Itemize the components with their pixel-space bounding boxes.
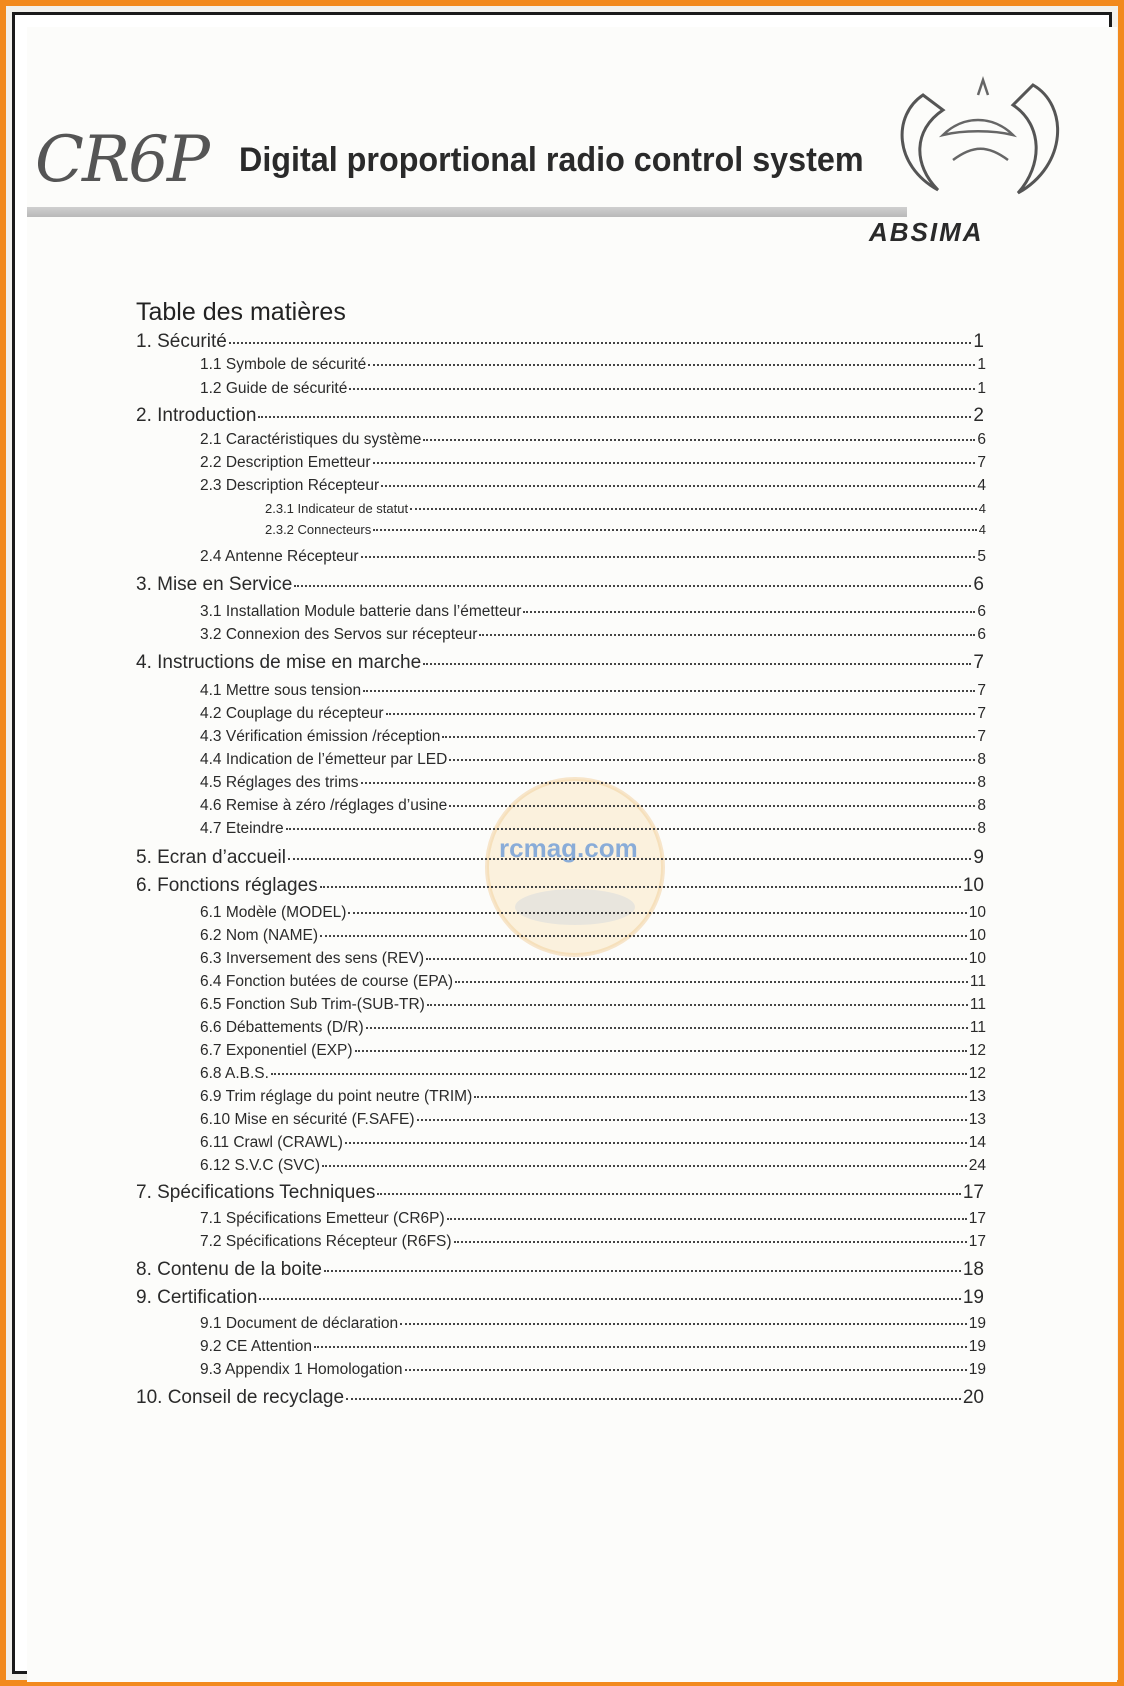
toc-entry-page: 6 — [977, 626, 986, 643]
toc-entry — [200, 1361, 986, 1379]
toc-entry-page: 12 — [968, 1065, 986, 1082]
toc-entry-label: 1. Sécurité — [136, 331, 227, 352]
toc-leader — [479, 634, 975, 636]
toc-leader — [361, 556, 976, 558]
toc-entry-page: 10 — [968, 950, 986, 967]
toc-entry-page: 1 — [977, 380, 986, 397]
toc-leader — [400, 1323, 967, 1325]
toc-entry-page: 7 — [973, 652, 984, 673]
toc-leader — [259, 1298, 960, 1300]
toc-entry — [200, 705, 986, 723]
toc-leader — [417, 1119, 967, 1121]
toc-leader — [288, 858, 971, 860]
toc-entry — [200, 356, 986, 374]
document-page — [27, 27, 1117, 1682]
toc-entry-label: 6. Fonctions réglages — [136, 875, 318, 896]
toc-entry-page: 13 — [968, 1088, 986, 1105]
toc-entry-page: 24 — [968, 1157, 986, 1174]
toc-entry — [136, 1387, 984, 1409]
toc-entry-page: 10 — [962, 875, 984, 896]
toc-leader — [368, 364, 975, 366]
toc-entry-label: 2.3 Description Récepteur — [200, 477, 380, 494]
toc-entry-page: 10 — [968, 927, 986, 944]
toc-entry-page: 13 — [968, 1111, 986, 1128]
toc-entry-label: 9.2 CE Attention — [200, 1338, 313, 1355]
toc-entry-page: 18 — [962, 1259, 984, 1280]
toc-leader — [294, 585, 971, 587]
toc-leader — [320, 886, 961, 888]
toc-leader — [229, 342, 972, 344]
toc-leader — [271, 1073, 967, 1075]
toc-leader — [455, 981, 968, 983]
toc-entry-label: 6.11 Crawl (CRAWL) — [200, 1134, 343, 1151]
toc-entry-label: 4.1 Mettre sous tension — [200, 682, 362, 699]
toc-entry — [136, 652, 984, 674]
toc-leader — [386, 713, 976, 715]
toc-entry — [200, 797, 986, 815]
toc-entry — [200, 603, 986, 621]
toc-leader — [377, 1193, 960, 1195]
toc-entry — [136, 405, 984, 427]
toc-entry-label: 1.2 Guide de sécurité — [200, 380, 348, 397]
toc-entry — [200, 1065, 986, 1083]
toc-entry-label: 2.2 Description Emetteur — [200, 454, 371, 471]
toc-leader — [423, 439, 975, 441]
toc-entry-label: 6.7 Exponentiel (EXP) — [200, 1042, 353, 1059]
toc-entry — [136, 1287, 984, 1309]
toc-entry-label: 3. Mise en Service — [136, 574, 293, 595]
toc-entry-label: 4.4 Indication de l’émetteur par LED — [200, 751, 448, 768]
toc-entry-label: 6.2 Nom (NAME) — [200, 927, 318, 944]
toc-entry — [265, 501, 986, 516]
toc-entry-label: 5. Ecran d’accueil — [136, 847, 286, 868]
toc-entry — [200, 1338, 986, 1356]
toc-leader — [355, 1050, 967, 1052]
toc-entry — [200, 927, 986, 945]
toc-entry-label: 4.5 Réglages des trims — [200, 774, 359, 791]
toc-leader — [454, 1241, 967, 1243]
toc-leader — [320, 935, 967, 937]
toc-entry-label: 6.10 Mise en sécurité (F.SAFE) — [200, 1111, 415, 1128]
toc-leader — [366, 1027, 968, 1029]
toc-entry-label: 1.1 Symbole de sécurité — [200, 356, 367, 373]
toc-entry-page: 9 — [973, 847, 984, 868]
toc-leader — [426, 958, 967, 960]
toc-entry — [200, 973, 986, 991]
toc-entry — [200, 1157, 986, 1175]
toc-entry-page: 8 — [977, 774, 986, 791]
page-header — [27, 27, 1117, 247]
toc-entry-label: 4.3 Vérification émission /réception — [200, 728, 441, 745]
toc-entry — [136, 875, 984, 897]
toc-entry-page: 19 — [968, 1361, 986, 1378]
toc-leader — [523, 611, 975, 613]
toc-entry-page: 12 — [968, 1042, 986, 1059]
toc-leader — [449, 805, 975, 807]
toc-entry — [200, 477, 986, 495]
toc-entry-label: 6.12 S.V.C (SVC) — [200, 1157, 321, 1174]
toc-entry — [200, 904, 986, 922]
toc-entry — [200, 751, 986, 769]
toc-entry-page: 10 — [968, 904, 986, 921]
toc-entry-page: 11 — [969, 1019, 986, 1036]
toc-leader — [346, 1398, 961, 1400]
toc-entry-label: 2. Introduction — [136, 405, 257, 426]
toc-leader — [474, 1096, 967, 1098]
watermark-text: rcmag.com — [499, 833, 638, 863]
toc-entry-label: 10. Conseil de recyclage — [136, 1387, 345, 1408]
toc-leader — [423, 663, 971, 665]
toc-leader — [449, 759, 975, 761]
toc-entry-label: 4.7 Eteindre — [200, 820, 284, 837]
toc-entry-label: 6.6 Débattements (D/R) — [200, 1019, 364, 1036]
toc-entry-page: 17 — [968, 1233, 986, 1250]
toc-leader — [381, 485, 975, 487]
toc-entry-label: 2.3.1 Indicateur de statut — [265, 501, 409, 516]
toc-entry-page: 4 — [977, 477, 986, 494]
toc-entry — [200, 431, 986, 449]
brand-name: ABSIMA — [869, 217, 984, 247]
toc-entry-label: 9.3 Appendix 1 Homologation — [200, 1361, 403, 1378]
toc-leader — [405, 1369, 967, 1371]
toc-entry — [200, 454, 986, 472]
toc-entry-page: 6 — [977, 603, 986, 620]
toc-entry-label: 6.3 Inversement des sens (REV) — [200, 950, 424, 967]
toc-entry — [200, 950, 986, 968]
toc-entry-page: 7 — [977, 728, 986, 745]
toc-leader — [363, 690, 975, 692]
toc-entry-page: 4 — [978, 501, 986, 516]
toc-entry-page: 17 — [968, 1210, 986, 1227]
header-title: Digital proportional radio control system — [239, 141, 864, 179]
toc-entry — [136, 331, 984, 353]
toc-leader — [314, 1346, 967, 1348]
toc-entry-label: 4.6 Remise à zéro /réglages d’usine — [200, 797, 448, 814]
toc-leader — [373, 462, 976, 464]
toc-entry-label: 8. Contenu de la boite — [136, 1259, 322, 1280]
product-logo: CR6P — [35, 123, 208, 197]
toc-leader — [447, 1218, 967, 1220]
toc-leader — [373, 529, 977, 531]
toc-entry — [200, 1088, 986, 1106]
toc-entry-page: 19 — [968, 1338, 986, 1355]
toc-leader — [442, 736, 975, 738]
toc-leader — [427, 1004, 968, 1006]
toc-entry-page: 1 — [977, 356, 986, 373]
brand-emblem-icon — [883, 75, 1073, 205]
toc-entry-page: 1 — [973, 331, 984, 352]
toc-leader — [258, 416, 971, 418]
toc-entry — [200, 1019, 986, 1037]
toc-leader — [361, 782, 976, 784]
toc-entry — [200, 996, 986, 1014]
toc-leader — [324, 1270, 961, 1272]
toc-entry — [200, 626, 986, 644]
toc-entry-label: 6.9 Trim réglage du point neutre (TRIM) — [200, 1088, 473, 1105]
toc-entry-page: 14 — [968, 1134, 986, 1151]
toc-entry — [200, 1134, 986, 1152]
toc-entry — [200, 1111, 986, 1129]
toc-leader — [349, 388, 975, 390]
toc-entry-page: 17 — [962, 1182, 984, 1203]
toc-entry — [136, 574, 984, 596]
toc-entry-label: 6.4 Fonction butées de course (EPA) — [200, 973, 454, 990]
toc-entry-page: 11 — [969, 973, 986, 990]
toc-entry-page: 8 — [977, 820, 986, 837]
toc-entry — [265, 522, 986, 537]
toc-entry — [136, 847, 984, 869]
toc-entry-page: 6 — [977, 431, 986, 448]
toc-entry — [136, 1259, 984, 1281]
toc-entry — [200, 1315, 986, 1333]
toc-entry-label: 2.4 Antenne Récepteur — [200, 548, 359, 565]
toc-entry — [200, 380, 986, 398]
toc-entry-page: 7 — [977, 682, 986, 699]
toc-entry-page: 2 — [973, 405, 984, 426]
toc-entry-page: 7 — [977, 454, 986, 471]
toc-entry-label: 7.2 Spécifications Récepteur (R6FS) — [200, 1233, 452, 1250]
toc-entry-label: 3.2 Connexion des Servos sur récepteur — [200, 626, 478, 643]
toc-entry-label: 3.1 Installation Module batterie dans l’émetteur — [200, 603, 522, 620]
toc-leader — [410, 508, 977, 510]
toc-entry-page: 20 — [962, 1387, 984, 1408]
toc-entry-label: 2.3.2 Connecteurs — [265, 522, 372, 537]
toc-entry-page: 7 — [977, 705, 986, 722]
toc-entry-page: 8 — [977, 797, 986, 814]
toc-entry-page: 19 — [962, 1287, 984, 1308]
toc-entry — [136, 1182, 984, 1204]
toc-entry — [200, 774, 986, 792]
toc-entry-label: 2.1 Caractéristiques du système — [200, 431, 422, 448]
toc-entry-label: 6.1 Modèle (MODEL) — [200, 904, 347, 921]
toc-entry — [200, 820, 986, 838]
toc-title: Table des matières — [136, 298, 346, 326]
toc-entry-label: 7. Spécifications Techniques — [136, 1182, 376, 1203]
toc-entry-label: 9. Certification — [136, 1287, 258, 1308]
toc-leader — [322, 1165, 967, 1167]
toc-entry-label: 7.1 Spécifications Emetteur (CR6P) — [200, 1210, 445, 1227]
toc-leader — [345, 1142, 967, 1144]
toc-entry — [200, 682, 986, 700]
toc-entry-label: 9.1 Document de déclaration — [200, 1315, 399, 1332]
header-rule — [27, 207, 907, 217]
toc-entry-page: 5 — [977, 548, 986, 565]
toc-entry-label: 6.8 A.B.S. — [200, 1065, 269, 1082]
toc-entry-page: 8 — [977, 751, 986, 768]
toc-entry-page: 11 — [969, 996, 986, 1013]
toc-entry-label: 4.2 Couplage du récepteur — [200, 705, 384, 722]
toc-leader — [286, 828, 976, 830]
toc-leader — [348, 912, 966, 914]
toc-entry-label: 6.5 Fonction Sub Trim-(SUB-TR) — [200, 996, 425, 1013]
toc-entry-page: 4 — [978, 522, 986, 537]
toc-entry — [200, 728, 986, 746]
toc-entry — [200, 1210, 986, 1228]
toc-entry-page: 6 — [973, 574, 984, 595]
toc-entry-page: 19 — [968, 1315, 986, 1332]
toc-entry — [200, 1042, 986, 1060]
toc-entry — [200, 548, 986, 566]
toc-entry — [200, 1233, 986, 1251]
toc-entry-label: 4. Instructions de mise en marche — [136, 652, 422, 673]
page-border — [12, 12, 1112, 1674]
